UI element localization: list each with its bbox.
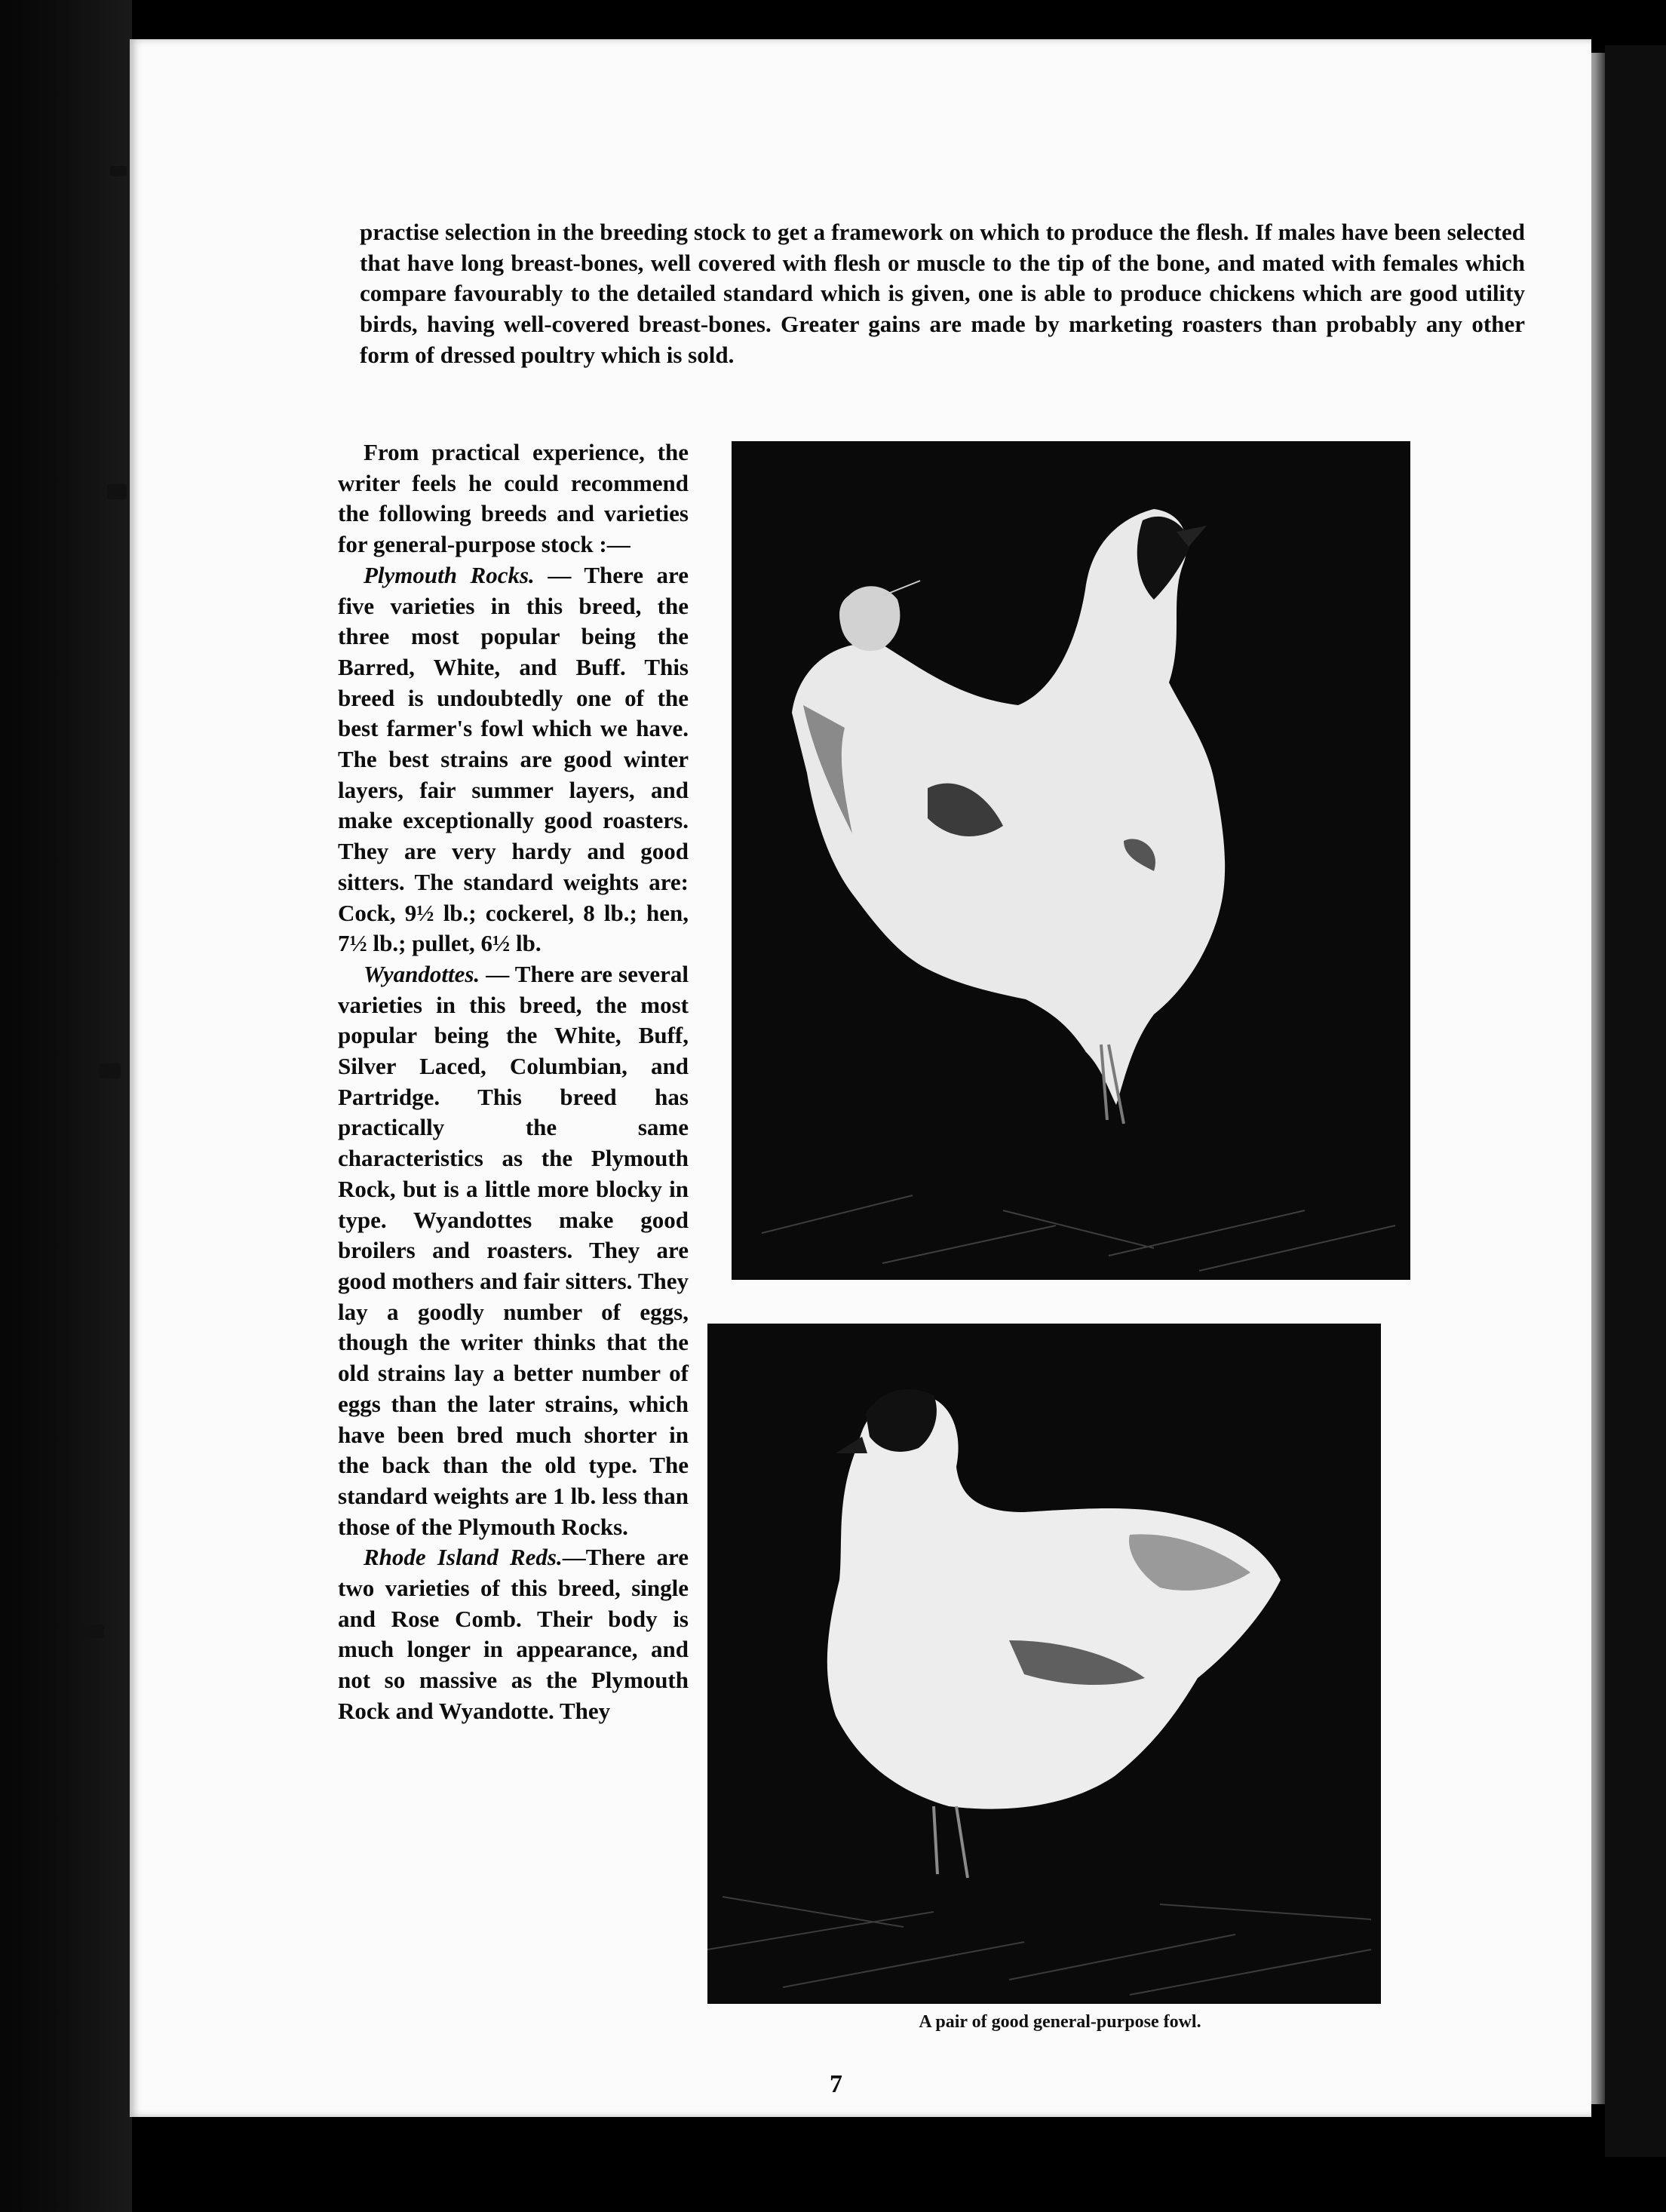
figure-caption: A pair of good general-purpose fowl. xyxy=(919,2012,1201,2032)
hen-illustration xyxy=(707,1324,1381,2004)
binding-mark xyxy=(107,484,127,499)
document-page xyxy=(130,39,1591,2117)
plymouth-heading: Plymouth Rocks. xyxy=(364,561,535,588)
wyandotte-paragraph xyxy=(338,959,689,1542)
rhode-body: —There are two varieties of this breed, single and Rose Comb. Their body is much longer in appearance, and not so massive as the Plymouth Rock and Wyandotte. They xyxy=(338,1544,689,1724)
plymouth-paragraph xyxy=(338,560,689,959)
rhode-paragraph xyxy=(338,1542,689,1726)
binding-mark xyxy=(81,1624,104,1638)
top-paragraph xyxy=(360,217,1525,371)
scan-left-margin xyxy=(0,0,132,2212)
binding-mark xyxy=(110,166,127,176)
top-paragraph-text: practise selection in the breeding stock to get a framework on which to produce the flesh. If males have been selected that have long breast-bones, well covered with flesh or muscle to the tip of the bone, and mated with females which compare favourably to the detailed standard which is given, one is able to produce chickens which are good utility birds, having well-covered breast-bones. Greater gains are made by marketing roasters than probably any other form of dressed poultry which is sold. xyxy=(360,219,1525,368)
intro-paragraph: From practical experience, the writer feels he could recommend the following breeds and varieties for general-purpose stock :— xyxy=(338,439,689,558)
plymouth-body: — There are five varieties in this breed, the three most popular being the Barred, White, and Buff. This breed is undoubtedly one of the best farmer's fowl which we have. The best strains are good winter layers, fair summer layers, and make exceptionally good roasters. They are very hardy and good sitters. The standard weights are: Cock, 9½ lb.; cockerel, 8 lb.; hen, 7½ lb.; pullet, 6½ lb. xyxy=(338,561,689,957)
page-number: 7 xyxy=(830,2070,842,2098)
hen-photo xyxy=(707,1324,1381,2004)
wyandotte-body: — There are several varieties in this breed, the most popular being the White, Buff, Silver Laced, Columbian, and Partridge. This breed has practically the same characteristics as the Plymouth Rock, but is a little more blocky in type. Wyandottes make good broilers and roasters. They are good mothers and fair sitters. They lay a goodly number of eggs, though the writer thinks that the old strains lay a better number of eggs than the later strains, which have been bred much shorter in the back than the old type. The standard weights are 1 lb. less than those of the Plymouth Rocks. xyxy=(338,960,689,1540)
text-column xyxy=(338,437,689,1727)
wyandotte-heading: Wyandottes. xyxy=(364,960,480,987)
scan-right-margin xyxy=(1605,45,1666,2157)
rooster-illustration xyxy=(732,441,1410,1280)
rhode-heading: Rhode Island Reds. xyxy=(364,1544,563,1571)
rooster-photo xyxy=(732,441,1410,1280)
binding-mark xyxy=(98,1063,121,1078)
